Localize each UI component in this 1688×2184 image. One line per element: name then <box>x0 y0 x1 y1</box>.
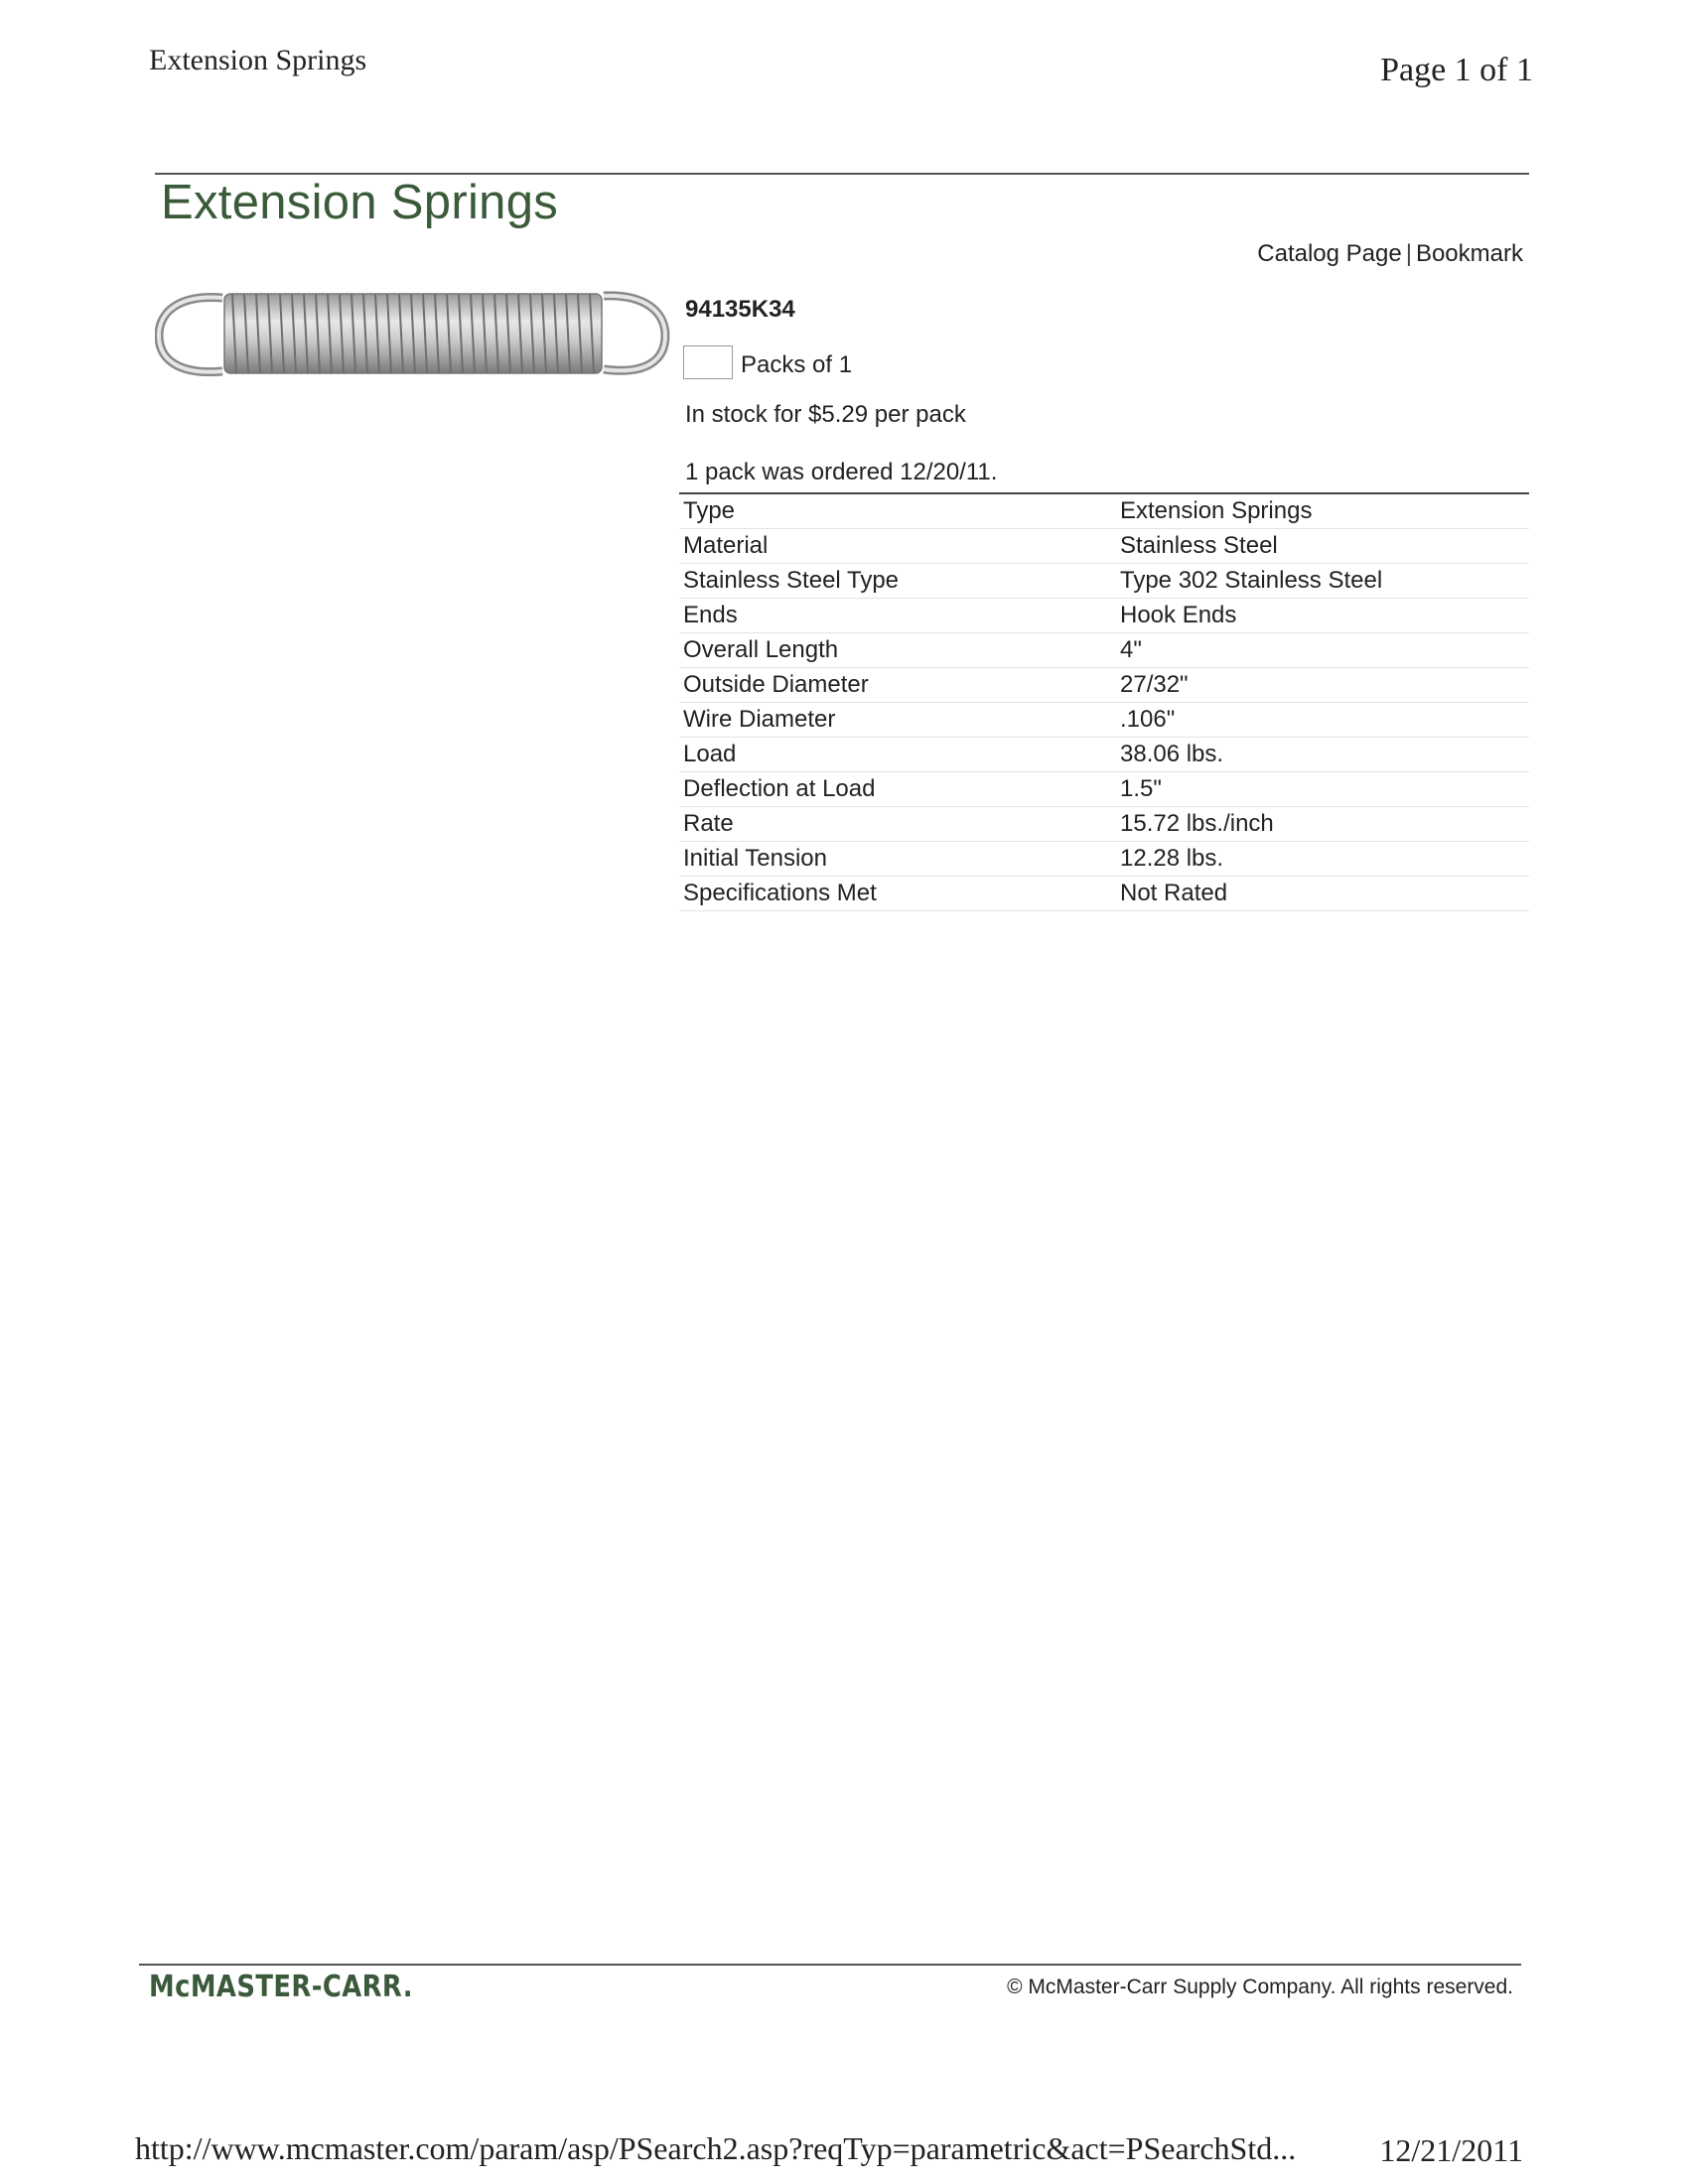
spec-attribute: Deflection at Load <box>679 772 1120 807</box>
spec-value: 4" <box>1120 633 1529 668</box>
spec-attribute: Rate <box>679 807 1120 842</box>
table-row <box>679 599 1529 633</box>
mcmaster-carr-logo[interactable]: McMASTER-CARR. <box>149 1970 413 2004</box>
stock-price-text: In stock for $5.29 per pack <box>685 401 966 428</box>
spec-value: 12.28 lbs. <box>1120 842 1529 877</box>
table-row <box>679 772 1529 807</box>
spec-attribute: Overall Length <box>679 633 1120 668</box>
spec-attribute: Load <box>679 738 1120 772</box>
table-row <box>679 703 1529 738</box>
spec-value: Type 302 Stainless Steel <box>1120 564 1529 599</box>
spec-attribute: Specifications Met <box>679 877 1120 911</box>
table-row <box>679 529 1529 564</box>
spec-value: 27/32" <box>1120 668 1529 703</box>
table-row <box>679 493 1529 529</box>
table-row <box>679 564 1529 599</box>
spec-attribute: Material <box>679 529 1120 564</box>
spec-attribute: Initial Tension <box>679 842 1120 877</box>
spec-value: Not Rated <box>1120 877 1529 911</box>
print-header-title: Extension Springs <box>149 44 367 76</box>
table-row <box>679 877 1529 911</box>
print-page-count: Page 1 of 1 <box>1380 52 1533 88</box>
spec-attribute: Type <box>679 493 1120 529</box>
spec-attribute: Stainless Steel Type <box>679 564 1120 599</box>
spec-value: Hook Ends <box>1120 599 1529 633</box>
pack-label: Packs of 1 <box>741 351 853 378</box>
table-row <box>679 633 1529 668</box>
table-row <box>679 668 1529 703</box>
copyright-notice: © McMaster-Carr Supply Company. All rights reserved. <box>1007 1976 1513 1998</box>
spec-value: Extension Springs <box>1120 493 1529 529</box>
bookmark-link[interactable]: Bookmark <box>1415 240 1523 267</box>
footer-divider <box>139 1964 1521 1966</box>
part-number[interactable]: 94135K34 <box>685 296 795 323</box>
spec-value: 15.72 lbs./inch <box>1120 807 1529 842</box>
extension-spring-icon <box>155 284 671 383</box>
link-separator: | <box>1405 240 1412 267</box>
spec-attribute: Ends <box>679 599 1120 633</box>
spec-attribute: Outside Diameter <box>679 668 1120 703</box>
print-date: 12/21/2011 <box>1379 2132 1523 2168</box>
spec-attribute: Wire Diameter <box>679 703 1120 738</box>
table-row <box>679 738 1529 772</box>
spec-value: .106" <box>1120 703 1529 738</box>
table-row <box>679 842 1529 877</box>
print-url: http://www.mcmaster.com/param/asp/PSearch2.asp?reqTyp=parametric&act=PSearchStd... <box>135 2130 1297 2166</box>
spec-value: 1.5" <box>1120 772 1529 807</box>
order-history-note: 1 pack was ordered 12/20/11. <box>685 459 998 485</box>
quantity-input[interactable] <box>683 345 733 379</box>
catalog-page-link[interactable]: Catalog Page <box>1257 240 1402 267</box>
table-row <box>679 807 1529 842</box>
spec-value: 38.06 lbs. <box>1120 738 1529 772</box>
spec-table <box>679 492 1529 911</box>
spec-value: Stainless Steel <box>1120 529 1529 564</box>
catalog-links <box>1257 240 1523 268</box>
page-title: Extension Springs <box>161 176 559 229</box>
